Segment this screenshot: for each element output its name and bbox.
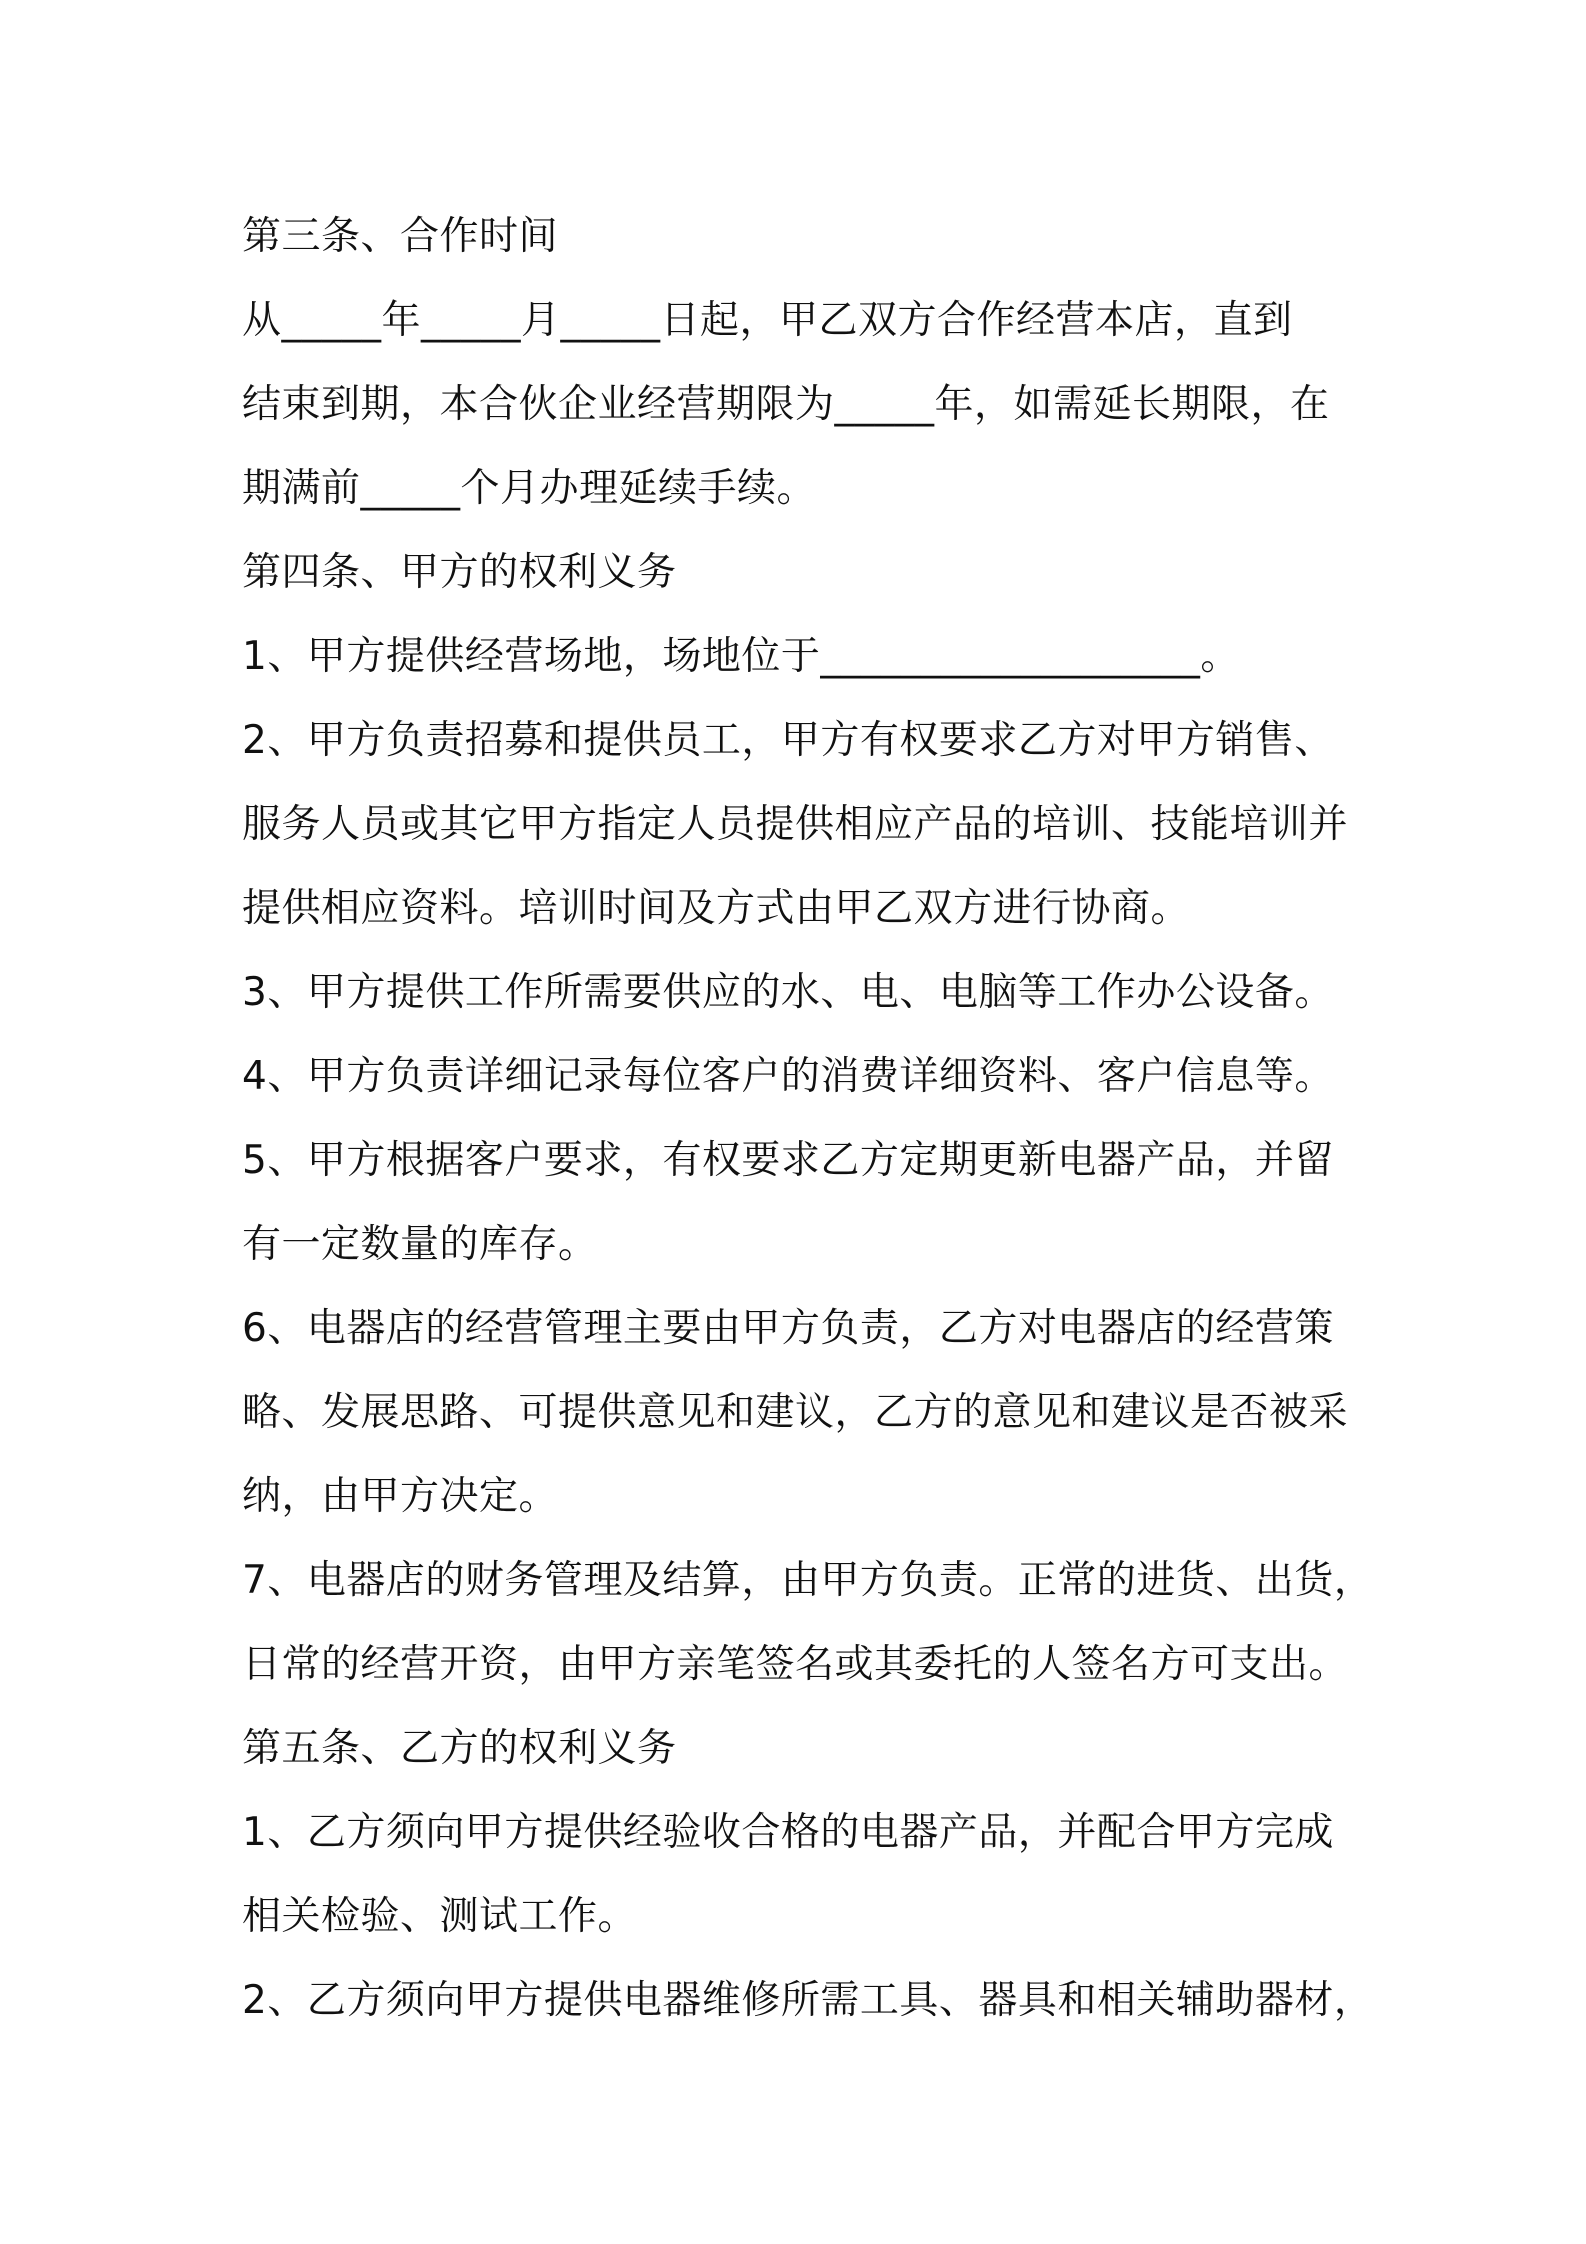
clause-line: 6、电器店的经营管理主要由甲方负责，乙方对电器店的经营策 xyxy=(242,1306,1334,1351)
clause-line: 提供相应资料。培训时间及方式由甲乙双方进行协商。 xyxy=(242,886,1191,931)
clause-line: 3、甲方提供工作所需要供应的水、电、电脑等工作办公设备。 xyxy=(242,970,1334,1015)
clause-line: 相关检验、测试工作。 xyxy=(242,1894,638,1939)
clause-line: 1、甲方提供经营场地，场地位于___________________。 xyxy=(242,634,1240,679)
paragraph-line: 从_____年_____月_____日起，甲乙双方合作经营本店，直到 xyxy=(242,298,1293,343)
paragraph-line: 结束到期，本合伙企业经营期限为_____年，如需延长期限，在 xyxy=(242,382,1330,427)
clause-line: 略、发展思路、可提供意见和建议，乙方的意见和建议是否被采 xyxy=(242,1390,1349,1435)
clause-line: 有一定数量的库存。 xyxy=(242,1222,598,1267)
clause-line: 纳，由甲方决定。 xyxy=(242,1474,559,1519)
heading-article-3: 第三条、合作时间 xyxy=(242,214,559,259)
clause-line: 日常的经营开资，由甲方亲笔签名或其委托的人签名方可支出。 xyxy=(242,1642,1349,1687)
clause-line: 7、电器店的财务管理及结算，由甲方负责。正常的进货、出货， xyxy=(242,1558,1374,1603)
paragraph-line: 期满前_____个月办理延续手续。 xyxy=(242,466,817,511)
clause-line: 2、乙方须向甲方提供电器维修所需工具、器具和相关辅助器材， xyxy=(242,1978,1374,2023)
clause-line: 4、甲方负责详细记录每位客户的消费详细资料、客户信息等。 xyxy=(242,1054,1334,1099)
document-page xyxy=(242,195,1374,2043)
clause-line: 1、乙方须向甲方提供经验收合格的电器产品，并配合甲方完成 xyxy=(242,1810,1334,1855)
clause-line: 服务人员或其它甲方指定人员提供相应产品的培训、技能培训并 xyxy=(242,802,1349,847)
clause-line: 5、甲方根据客户要求，有权要求乙方定期更新电器产品，并留 xyxy=(242,1138,1334,1183)
heading-article-4: 第四条、甲方的权利义务 xyxy=(242,550,677,595)
heading-article-5: 第五条、乙方的权利义务 xyxy=(242,1726,677,1771)
clause-line: 2、甲方负责招募和提供员工，甲方有权要求乙方对甲方销售、 xyxy=(242,718,1334,763)
